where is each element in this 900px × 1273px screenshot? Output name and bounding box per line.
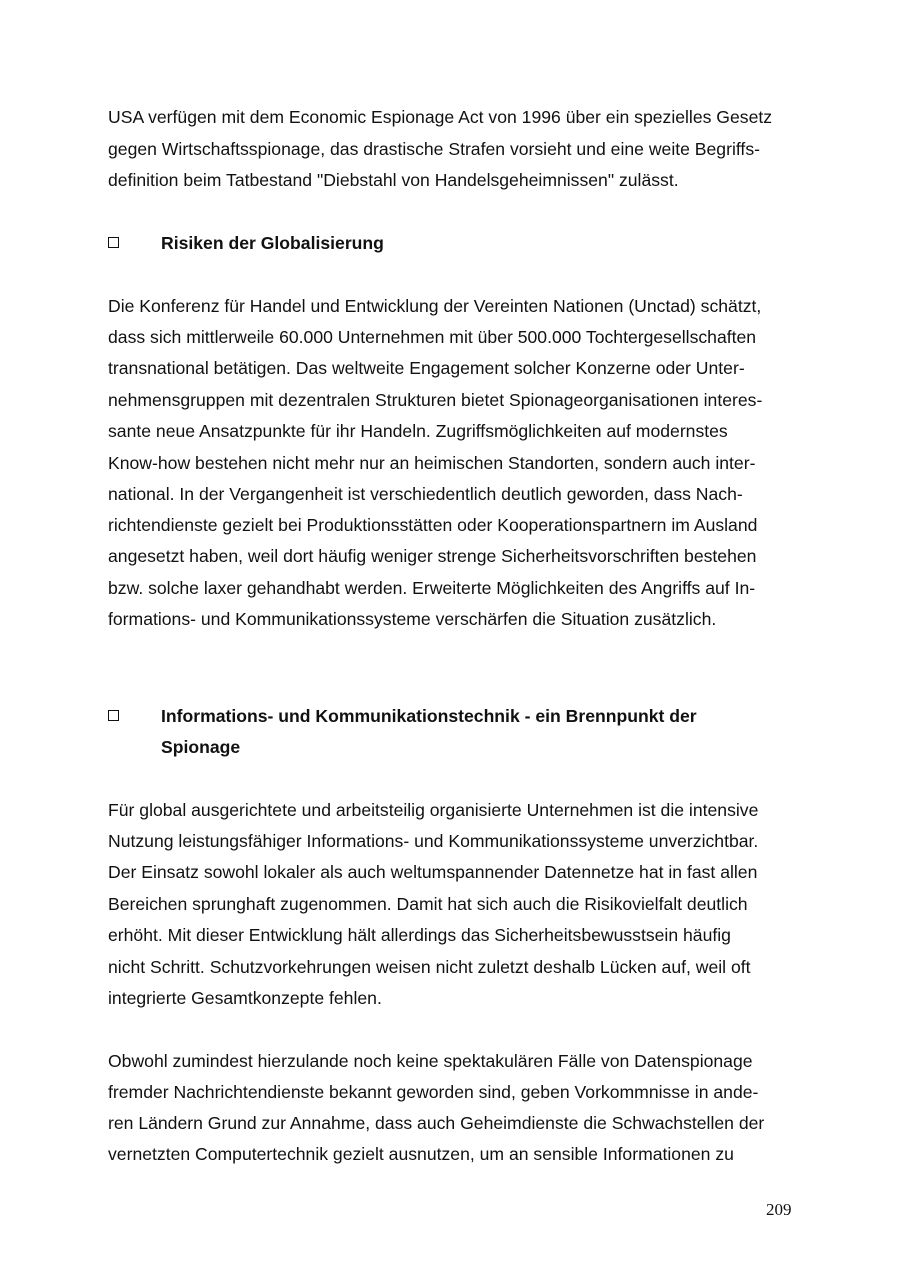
text-line: definition beim Tatbestand "Diebstahl von Handelsgeheimnissen" zulässt.: [108, 170, 679, 190]
text-line: nicht Schritt. Schutzvorkehrungen weisen nicht zuletzt deshalb Lücken auf, weil oft: [108, 957, 751, 977]
section-heading-text: Informations- und Kommunikationstechnik - ein Brennpunkt der: [161, 706, 697, 726]
text-line: erhöht. Mit dieser Entwicklung hält allerdings das Sicherheitsbewusstsein häufig: [108, 925, 731, 945]
text-line: vernetzten Computertechnik gezielt ausnutzen, um an sensible Informationen zu: [108, 1144, 734, 1164]
text-line: fremder Nachrichtendienste bekannt geworden sind, geben Vorkommnisse in ande-: [108, 1082, 759, 1102]
checkbox-bullet-icon: [108, 710, 119, 721]
text-line: formations- und Kommunikationssysteme verschärfen die Situation zusätzlich.: [108, 609, 717, 629]
section-heading-text: Spionage: [161, 737, 241, 757]
text-line: Für global ausgerichtete und arbeitsteilig organisierte Unternehmen ist die intensive: [108, 800, 759, 820]
text-line: dass sich mittlerweile 60.000 Unternehmen mit über 500.000 Tochtergesellschaften: [108, 327, 757, 347]
text-line: angesetzt haben, weil dort häufig weniger strenge Sicherheitsvorschriften bestehen: [108, 546, 757, 566]
text-line: USA verfügen mit dem Economic Espionage Act von 1996 über ein spezielles Gesetz: [108, 107, 773, 127]
text-line: gegen Wirtschaftsspionage, das drastische Strafen vorsieht und eine weite Begriffs-: [108, 139, 760, 159]
text-line: sante neue Ansatzpunkte für ihr Handeln. Zugriffsmöglichkeiten auf modernstes: [108, 421, 728, 441]
page-number: 209: [766, 1200, 792, 1219]
text-line: bzw. solche laxer gehandhabt werden. Erweiterte Möglichkeiten des Angriffs auf In-: [108, 578, 756, 598]
text-line: ren Ländern Grund zur Annahme, dass auch Geheimdienste die Schwachstellen der: [108, 1113, 765, 1133]
text-line: transnational betätigen. Das weltweite Engagement solcher Konzerne oder Unter-: [108, 358, 745, 378]
text-line: national. In der Vergangenheit ist verschiedentlich deutlich geworden, dass Nach-: [108, 484, 743, 504]
text-line: integrierte Gesamtkonzepte fehlen.: [108, 988, 382, 1008]
text-line: nehmensgruppen mit dezentralen Strukturen bietet Spionageorganisationen interes-: [108, 390, 763, 410]
text-line: Know-how bestehen nicht mehr nur an heimischen Standorten, sondern auch inter-: [108, 453, 756, 473]
text-line: Der Einsatz sowohl lokaler als auch weltumspannender Datennetze hat in fast allen: [108, 862, 758, 882]
text-line: Obwohl zumindest hierzulande noch keine spektakulären Fälle von Datenspionage: [108, 1051, 753, 1071]
section-heading-text: Risiken der Globalisierung: [161, 233, 384, 253]
text-line: Bereichen sprunghaft zugenommen. Damit hat sich auch die Risikovielfalt deutlich: [108, 894, 748, 914]
text-line: richtendienste gezielt bei Produktionsstätten oder Kooperationspartnern im Ausland: [108, 515, 758, 535]
text-line: Nutzung leistungsfähiger Informations- und Kommunikationssysteme unverzichtbar.: [108, 831, 759, 851]
text-line: Die Konferenz für Handel und Entwicklung der Vereinten Nationen (Unctad) schätzt,: [108, 296, 762, 316]
checkbox-bullet-icon: [108, 237, 119, 248]
